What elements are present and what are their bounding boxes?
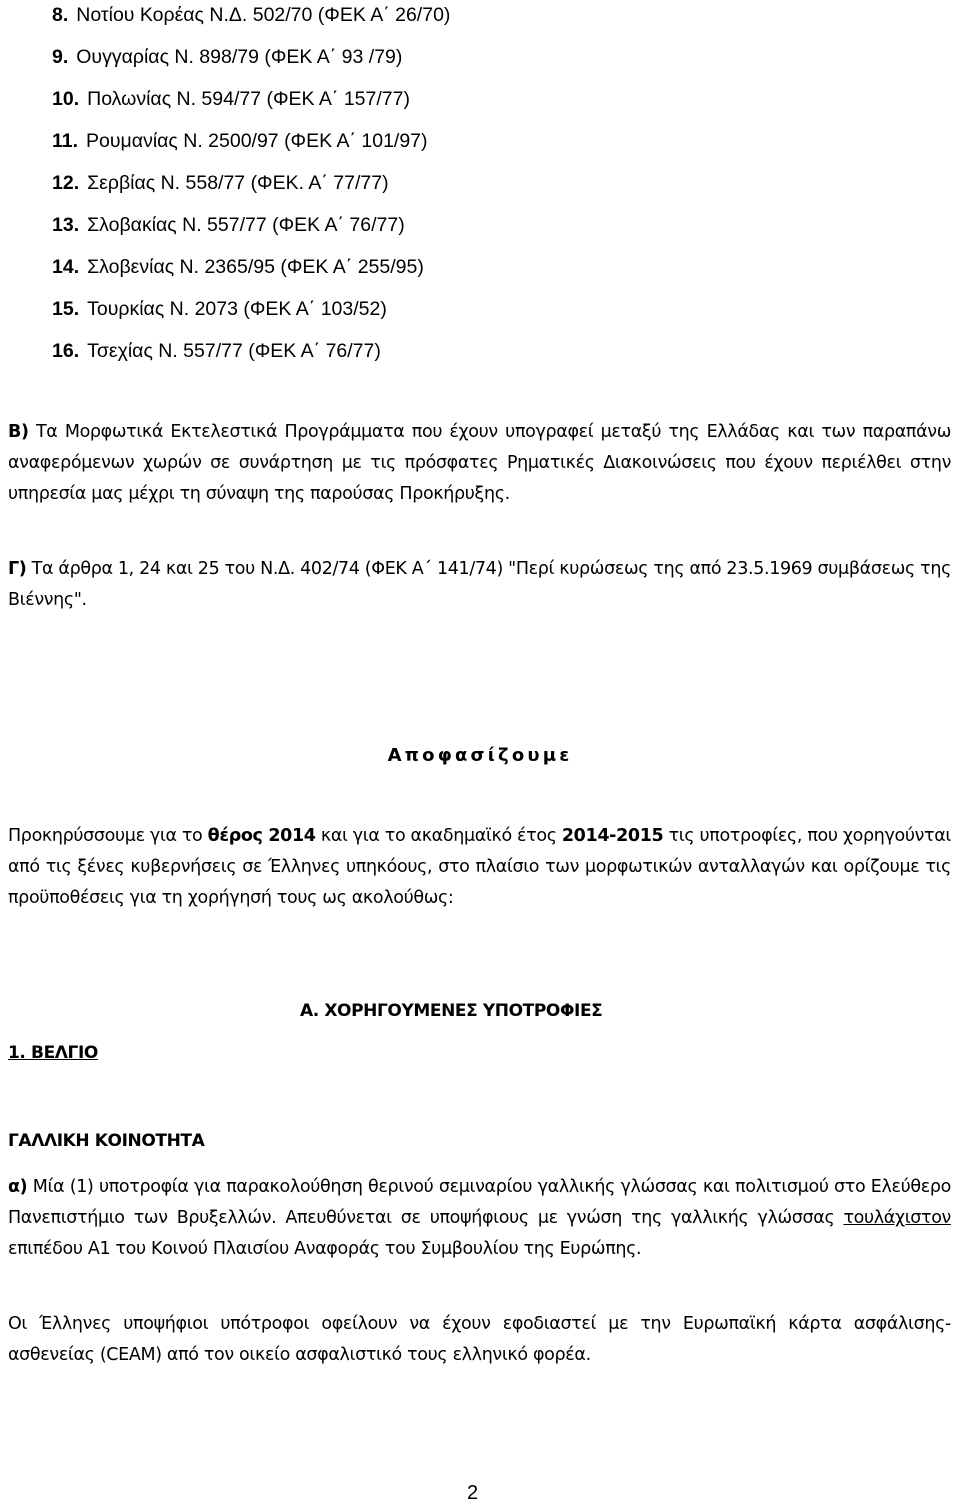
page-number: 2: [467, 1482, 479, 1504]
list-item-number: 12.: [52, 172, 80, 194]
announcement-text-1: Προκηρύσσουμε για το: [8, 826, 208, 846]
list-item-number: 10.: [52, 88, 80, 110]
section-c-text: Τα άρθρα 1, 24 και 25 του Ν.Δ. 402/74 (ΦΕΚ Α΄ 141/74) "Περί κυρώσεως της από 23.5.1969 συμβάσεως της Βιέννης".: [8, 559, 951, 610]
list-item-number: 15.: [52, 298, 80, 320]
list-item-number: 9.: [52, 46, 69, 68]
treaty-list: [52, 2, 450, 380]
list-item-text: Τουρκίας Ν. 2073 (ΦΕΚ Α΄ 103/52): [87, 298, 387, 320]
announcement-paragraph: [8, 821, 951, 914]
list-item: [52, 338, 450, 380]
scholarship-a-paragraph: [8, 1172, 951, 1265]
list-item: [52, 296, 450, 338]
section-c-paragraph: [8, 554, 951, 616]
list-item: [52, 170, 450, 212]
community-heading: ΓΑΛΛΙΚΗ ΚΟΙΝΟΤΗΤΑ: [8, 1131, 205, 1151]
scholarship-a-underlined: τουλάχιστον: [843, 1208, 951, 1228]
section-title: Α. ΧΟΡΗΓΟΥΜΕΝΕΣ ΥΠΟΤΡΟΦΙΕΣ: [300, 1001, 603, 1021]
section-b-text: Τα Μορφωτικά Εκτελεστικά Προγράμματα που έχουν υπογραφεί μεταξύ της Ελλάδας και των παραπάνω αναφερόμενων χωρών σε συνάρτηση με τις πρόσφατες Ρηματικές Διακοινώσεις που έχουν περιέλθει στην υπηρεσία μας μέχρι τη σύναψη της παρούσας Προκήρυξης.: [8, 422, 951, 504]
section-b-label: Β): [8, 422, 29, 442]
list-item-number: 14.: [52, 256, 80, 278]
scholarship-a-text-1: Μία (1) υποτροφία για παρακολούθηση θερινού σεμιναρίου γαλλικής γλώσσας και πολιτισμού στο Ελεύθερο Πανεπιστήμιο των Βρυξελλών. Απευθύνεται σε υποψήφιους με γνώση της γαλλικής γλώσσας: [8, 1177, 951, 1228]
list-item-text: Σλοβενίας Ν. 2365/95 (ΦΕΚ Α΄ 255/95): [87, 256, 424, 278]
list-item-text: Πολωνίας Ν. 594/77 (ΦΕΚ Α΄ 157/77): [87, 88, 410, 110]
section-c-label: Γ): [8, 559, 27, 579]
list-item-text: Ουγγαρίας Ν. 898/79 (ΦΕΚ Α΄ 93 /79): [76, 46, 403, 68]
list-item: [52, 44, 450, 86]
list-item-number: 8.: [52, 4, 69, 26]
list-item-number: 11.: [52, 130, 79, 152]
list-item: [52, 2, 450, 44]
list-item-number: 16.: [52, 340, 80, 362]
list-item-text: Ρουμανίας Ν. 2500/97 (ΦΕΚ Α΄ 101/97): [86, 130, 428, 152]
list-item-text: Σερβίας Ν. 558/77 (ΦΕΚ. Α΄ 77/77): [87, 172, 389, 194]
decision-heading: Αποφασίζουμε: [387, 745, 573, 766]
list-item: [52, 86, 450, 128]
announcement-season: θέρος 2014: [207, 826, 316, 846]
list-item-number: 13.: [52, 214, 80, 236]
section-b-paragraph: [8, 417, 951, 510]
announcement-text-2: και για το ακαδημαϊκό έτος: [315, 826, 562, 846]
list-item-text: Νοτίου Κορέας Ν.Δ. 502/70 (ΦΕΚ Α΄ 26/70): [76, 4, 451, 26]
announcement-text-3: τις υποτροφίες, που χορηγούνται από τις ξένες κυβερνήσεις σε Έλληνες υπηκόους, στο πλαίσιο των μορφωτικών ανταλλαγών και ορίζουμε τις προϋποθέσεις για τη χορήγησή τους ως ακολούθως:: [8, 826, 951, 908]
list-item-text: Σλοβακίας Ν. 557/77 (ΦΕΚ Α΄ 76/77): [87, 214, 405, 236]
announcement-academic-year: 2014-2015: [561, 826, 664, 846]
list-item: [52, 212, 450, 254]
list-item: [52, 254, 450, 296]
scholarship-a-text-2: επιπέδου Α1 του Κοινού Πλαισίου Αναφοράς του Συμβουλίου της Ευρώπης.: [8, 1239, 642, 1259]
insurance-note: Οι Έλληνες υποψήφιοι υπότροφοι οφείλουν να έχουν εφοδιαστεί με την Ευρωπαϊκή κάρτα ασφάλισης-ασθενείας (CEAM) από τον οικείο ασφαλιστικό τους ελληνικό φορέα.: [8, 1314, 951, 1365]
list-item: [52, 128, 450, 170]
list-item-text: Τσεχίας Ν. 557/77 (ΦΕΚ Α΄ 76/77): [87, 340, 381, 362]
country-heading: 1. ΒΕΛΓΙΟ: [8, 1043, 98, 1063]
scholarship-a-label: α): [8, 1177, 28, 1197]
